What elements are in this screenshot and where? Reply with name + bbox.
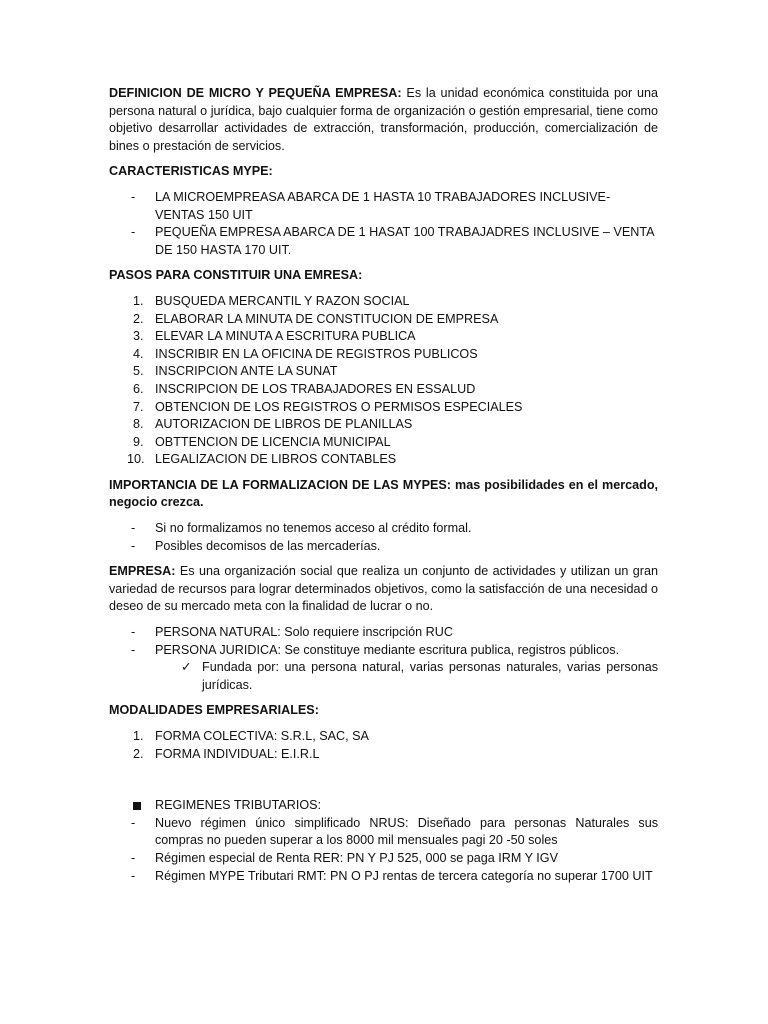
- definition-paragraph: [109, 85, 658, 155]
- list-item: 8. AUTORIZACION DE LIBROS DE PLANILLAS: [133, 417, 413, 432]
- checkmark-icon: ✓: [181, 660, 192, 675]
- importance-list: [109, 520, 658, 555]
- company-text: Es una organización social que realiza un conjunto de actividades y utilizan un gran variedad de recursos para lograr determinados objetivos, como la satisfacción de una necesidad o deseo de su mercado meta con la finalidad de lucrar o no.: [109, 564, 658, 614]
- list-item: - LA MICROEMPREASA ABARCA DE 1 HASTA 10 TRABAJADORES INCLUSIVE- VENTAS 150 UIT: [131, 189, 611, 222]
- list-item: - PERSONA JURIDICA: Se constituye mediante escritura publica, registros públicos.: [109, 642, 658, 660]
- importance-paragraph: [109, 477, 658, 512]
- tax-regimes-list: [109, 797, 658, 885]
- list-item: 1. FORMA COLECTIVA: S.R.L, SAC, SA: [133, 729, 369, 743]
- list-item: 9. OBTTENCION DE LICENCIA MUNICIPAL: [133, 434, 391, 449]
- list-item: 4. INSCRIBIR EN LA OFICINA DE REGISTROS PUBLICOS: [133, 346, 478, 361]
- list-item: - Posibles decomisos de las mercaderías.: [109, 538, 658, 556]
- company-title: EMPRESA:: [109, 564, 176, 579]
- dash-bullet: -: [131, 538, 136, 553]
- list-item: 6. INSCRIPCION DE LOS TRABAJADORES EN ESSALUD: [133, 381, 476, 396]
- modalities-list: [109, 728, 658, 763]
- list-item: 10. LEGALIZACION DE LIBROS CONTABLES: [127, 452, 397, 467]
- square-bullet-icon: [133, 802, 141, 810]
- list-item: - PEQUEÑA EMPRESA ABARCA DE 1 HASAT 100 TRABAJADRES INCLUSIVE – VENTA DE 150 HASTA 170 UIT.: [131, 225, 654, 257]
- characteristics-list: [109, 189, 658, 259]
- definition-text: Es la unidad económica constituida por una persona natural o jurídica, bajo cualquier forma de organización o gestión empresarial, tiene como objetivo desarrollar actividades de extracción, transformación, producción, comercialización de bines o prestación de servicios.: [109, 86, 658, 153]
- list-item: 7. OBTENCION DE LOS REGISTROS O PERMISOS ESPECIALES: [133, 399, 523, 414]
- company-paragraph: [109, 563, 658, 616]
- definition-title: DEFINICION DE MICRO Y PEQUEÑA EMPRESA:: [109, 86, 402, 100]
- importance-text: mas posibilidades en el mercado, negocio crezca.: [109, 477, 659, 510]
- steps-heading: PASOS PARA CONSTITUIR UNA EMRESA:: [109, 268, 363, 283]
- list-item: 1. BUSQUEDA MERCANTIL Y RAZON SOCIAL: [133, 293, 410, 308]
- dash-bullet: -: [131, 521, 136, 536]
- dash-bullet: -: [131, 625, 136, 640]
- list-item: 2. ELABORAR LA MINUTA DE CONSTITUCION DE EMPRESA: [133, 311, 499, 326]
- list-item: - Si no formalizamos no tenemos acceso al crédito formal.: [109, 520, 658, 538]
- list-item: 3. ELEVAR LA MINUTA A ESCRITURA PUBLICA: [133, 329, 416, 344]
- importance-title: IMPORTANCIA DE LA FORMALIZACION DE LAS MYPES:: [109, 477, 452, 492]
- steps-list: [109, 293, 658, 469]
- dash-bullet: -: [131, 868, 136, 883]
- tax-regimes-heading: REGIMENES TRIBUTARIOS:: [109, 797, 658, 815]
- list-item: - Régimen MYPE Tributari RMT: PN O PJ rentas de tercera categoría no superar 1700 UIT: [109, 868, 658, 886]
- list-item: - Nuevo régimen único simplificado NRUS: Diseñado para personas Naturales sus compras no pueden superar a los 8000 mil mensuales pagi 20 -50 soles: [131, 815, 658, 848]
- dash-bullet: -: [131, 225, 136, 240]
- list-item: ✓ Fundada por: una persona natural, varias personas naturales, varias personas jurídicas.: [181, 660, 658, 692]
- modalities-heading: MODALIDADES EMPRESARIALES:: [109, 703, 319, 718]
- list-item: - Régimen especial de Renta RER: PN Y PJ 525, 000 se paga IRM Y IGV: [109, 850, 658, 868]
- dash-bullet: -: [131, 189, 136, 204]
- person-type-list: [109, 624, 658, 694]
- list-item: 2. FORMA INDIVIDUAL: E.I.R.L: [133, 746, 320, 761]
- list-item: 5. INSCRIPCION ANTE LA SUNAT: [133, 364, 338, 379]
- dash-bullet: -: [131, 815, 136, 830]
- dash-bullet: -: [131, 642, 136, 657]
- list-item: - PERSONA NATURAL: Solo requiere inscripción RUC: [109, 624, 658, 642]
- characteristics-heading: CARACTERISTICAS MYPE:: [109, 164, 273, 179]
- dash-bullet: -: [131, 850, 136, 865]
